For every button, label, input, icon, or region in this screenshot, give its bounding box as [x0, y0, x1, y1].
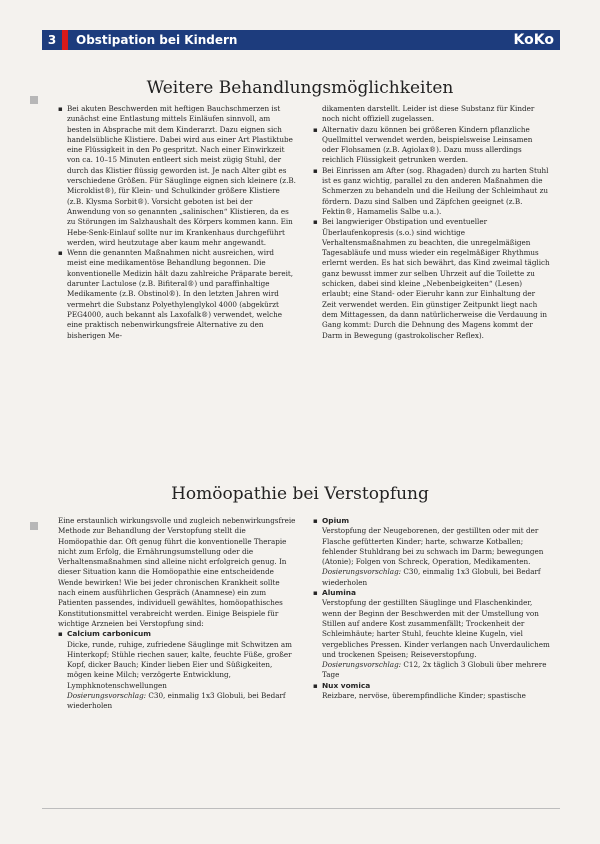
- remedy-calcium: [58, 629, 296, 711]
- footer-rule: [42, 808, 560, 809]
- remedy-nux-vomica: [313, 681, 551, 702]
- section1-right-column: [313, 104, 551, 341]
- margin-marker: [30, 96, 38, 104]
- paragraph: dikamenten darstellt. Leider ist diese Substanz für Kinder noch nicht offiziell zugelassen.: [322, 104, 535, 124]
- dose-text: C30, einmalig 1x3 Globuli, bei Bedarf wiederholen: [322, 567, 541, 587]
- page-header: [42, 30, 560, 50]
- section-heading-homeopathy: Homöopathie bei Verstopfung: [171, 484, 429, 504]
- dose-label: Dosierungsvorschlag:: [322, 567, 402, 577]
- dose-text: C30, einmalig 1x3 Globuli, bei Bedarf wiederholen: [67, 691, 286, 711]
- remedy-text: Dicke, runde, ruhige, zufriedene Säuglinge mit Schwitzen am Hinterkopf; Stühle riechen sauer, kalte, feuchte Füße, großer Kopf, dicker Bauch; Kinder lieben Eier und Süßigkeiten, mögen keine Milch; verzögerte Entwicklung, Lymphknotenschwellungen: [67, 639, 292, 690]
- remedy-name: ▪ Alumina: [322, 588, 551, 598]
- remedy-alumina: [313, 588, 551, 681]
- section-heading-treatments: Weitere Behandlungsmöglichkeiten: [146, 78, 454, 98]
- page-number: 3: [42, 30, 62, 50]
- list-item: ▪ Wenn die genannten Maßnahmen nicht ausreichen, wird meist eine medikamentöse Behandlung begonnen. Die konventionelle Medizin hält dazu zahlreiche Präparate bereit, darunter Lactulose (z.B. Bifiteral®) und paraffinhaltige Medikamente (z.B. Obstinol®). In den letzten Jahren wird vermehrt die Substanz Polyethylenglykol 4000 (abgekürzt PEG4000, auch bekannt als Laxofalk®) verwendet, welche eine praktisch nebenwirkungsfreie Alternative zu den bisherigen Me-: [58, 248, 296, 341]
- brand-logo: KoKo: [513, 32, 554, 48]
- list-item: ▪ Bei akuten Beschwerden mit heftigen Bauchschmerzen ist zunächst eine Entlastung mittels Einläufen sinnvoll, am besten in Absprache mit dem Kinderarzt. Dazu eignen sich handelsübliche Klistiere. Dabei wird aus einer Art Plastiktube eine Flüssigkeit in den Po gespritzt. Nach einer Einwirkzeit von ca. 10–15 Minuten entleert sich meist zügig Stuhl, der durch das Klistier flüssig geworden ist. Je nach Alter gibt es verschiedene Größen. Für Säuglinge eignen sich kleinere (z.B. Microklist®), für Klein- und Schulkinder größere Klistiere (z.B. Klysma Sorbit®). Vorsicht geboten ist bei der Anwendung von so genannten „salinischen“ Klistieren, da es zu Störungen im Salzhaushalt des Körpers kommen kann. Ein Hebe-Senk-Einlauf sollte nur im Krankenhaus durchgeführt werden, wird heutzutage aber kaum mehr angewandt.: [58, 104, 296, 248]
- header-accent: [62, 30, 68, 50]
- remedy-name: ▪ Calcium carbonicum: [67, 629, 296, 639]
- section2-right-column: [313, 516, 551, 701]
- list-item: ▪ Bei langwieriger Obstipation und eventueller Überlaufenkopresis (s.o.) sind wichtige Verhaltensmaßnahmen zu beachten, die unregelmäßigen Tagesabläufe und muss wieder ein regelmäßiger Rhythmus erlernt werden. Es hat sich bewährt, das Kind zweimal täglich ganz bewusst immer zur selben Uhrzeit auf die Toilette zu schicken, dabei sind kleine „Nebenbeigkeiten“ (Lesen) erlaubt; eine Stand- oder Eieruhr kann zur Einhaltung der Zeit verwendet werden. Ein günstiger Zeitpunkt liegt nach dem Mittagessen, da dann natürlicherweise die Verdauung in Gang kommt: Durch die Dehnung des Magens kommt der Darm in Bewegung (gastrokolischer Reflex).: [313, 217, 551, 341]
- margin-marker: [30, 522, 38, 530]
- intro-paragraph: Eine erstaunlich wirkungsvolle und zugleich nebenwirkungsfreie Methode zur Behandlung der Verstopfung stellt die Homöopathie dar. Oft genug führt die konventionelle Therapie nicht zum Erfolg, die Ernährungsumstellung oder die Verhaltensmaßnahmen sind alleine nicht erfolgreich genug. In dieser Situation kann die Homöopathie eine entscheidende Wende bewirken! Wie bei jeder chronischen Krankheit sollte nach einem ausführlichen Gespräch (Anamnese) ein zum Patienten passendes, individuell gewähltes, homöopathisches Konstitutionsmittel verabreicht werden. Einige Beispiele für wichtige Arzneien bei Verstopfung sind:: [58, 516, 296, 628]
- remedy-text: Reizbare, nervöse, überempfindliche Kinder; spastische: [322, 691, 526, 701]
- section2-left-column: [58, 516, 296, 712]
- list-item: ▪ Alternativ dazu können bei größeren Kindern pflanzliche Quellmittel verwendet werden, beispielsweise Leinsamen oder Flohsamen (z.B. Agiolax®). Dazu muss allerdings reichlich Flüssigkeit getrunken werden.: [313, 125, 551, 166]
- dose-label: Dosierungsvorschlag:: [67, 691, 147, 701]
- remedy-text: Verstopfung der gestillten Säuglinge und Flaschenkinder, wenn der Beginn der Beschwerden mit der Umstellung von Stillen auf andere Kost zusammenfällt; Trockenheit der Schleimhäute; harter Stuhl, feuchte kleine Kugeln, viel vergebliches Pressen. Kinder verlangen nach Unverdaulichem und trockenen Speisen; Reiseverstopfung.: [322, 598, 550, 659]
- remedy-opium: [313, 516, 551, 588]
- remedy-text: Verstopfung der Neugeborenen, der gestillten oder mit der Flasche gefütterten Kinder; harte, schwarze Kotballen; fehlender Stuhldrang bei zu schwach im Darm; bewegungen (Atonie); Folgen von Schreck, Operation, Medikamenten.: [322, 526, 544, 567]
- remedy-name: ▪ Nux vomica: [322, 681, 551, 691]
- dose-label: Dosierungsvorschlag:: [322, 660, 402, 670]
- remedy-name: ▪ Opium: [322, 516, 551, 526]
- dose-text: C12, 2x täglich 3 Globuli über mehrere Tage: [322, 660, 547, 680]
- section1-left-column: [58, 104, 296, 341]
- header-title: Obstipation bei Kindern: [76, 33, 238, 47]
- list-item: ▪ Bei Einrissen am After (sog. Rhagaden) durch zu harten Stuhl ist es ganz wichtig, parallel zu den anderen Maßnahmen die Schmerzen zu behandeln und die Heilung der Schleimhaut zu fördern. Dazu sind Salben und Zäpfchen geeignet (z.B. Fektin®, Hamamelis Salbe u.a.).: [313, 166, 551, 217]
